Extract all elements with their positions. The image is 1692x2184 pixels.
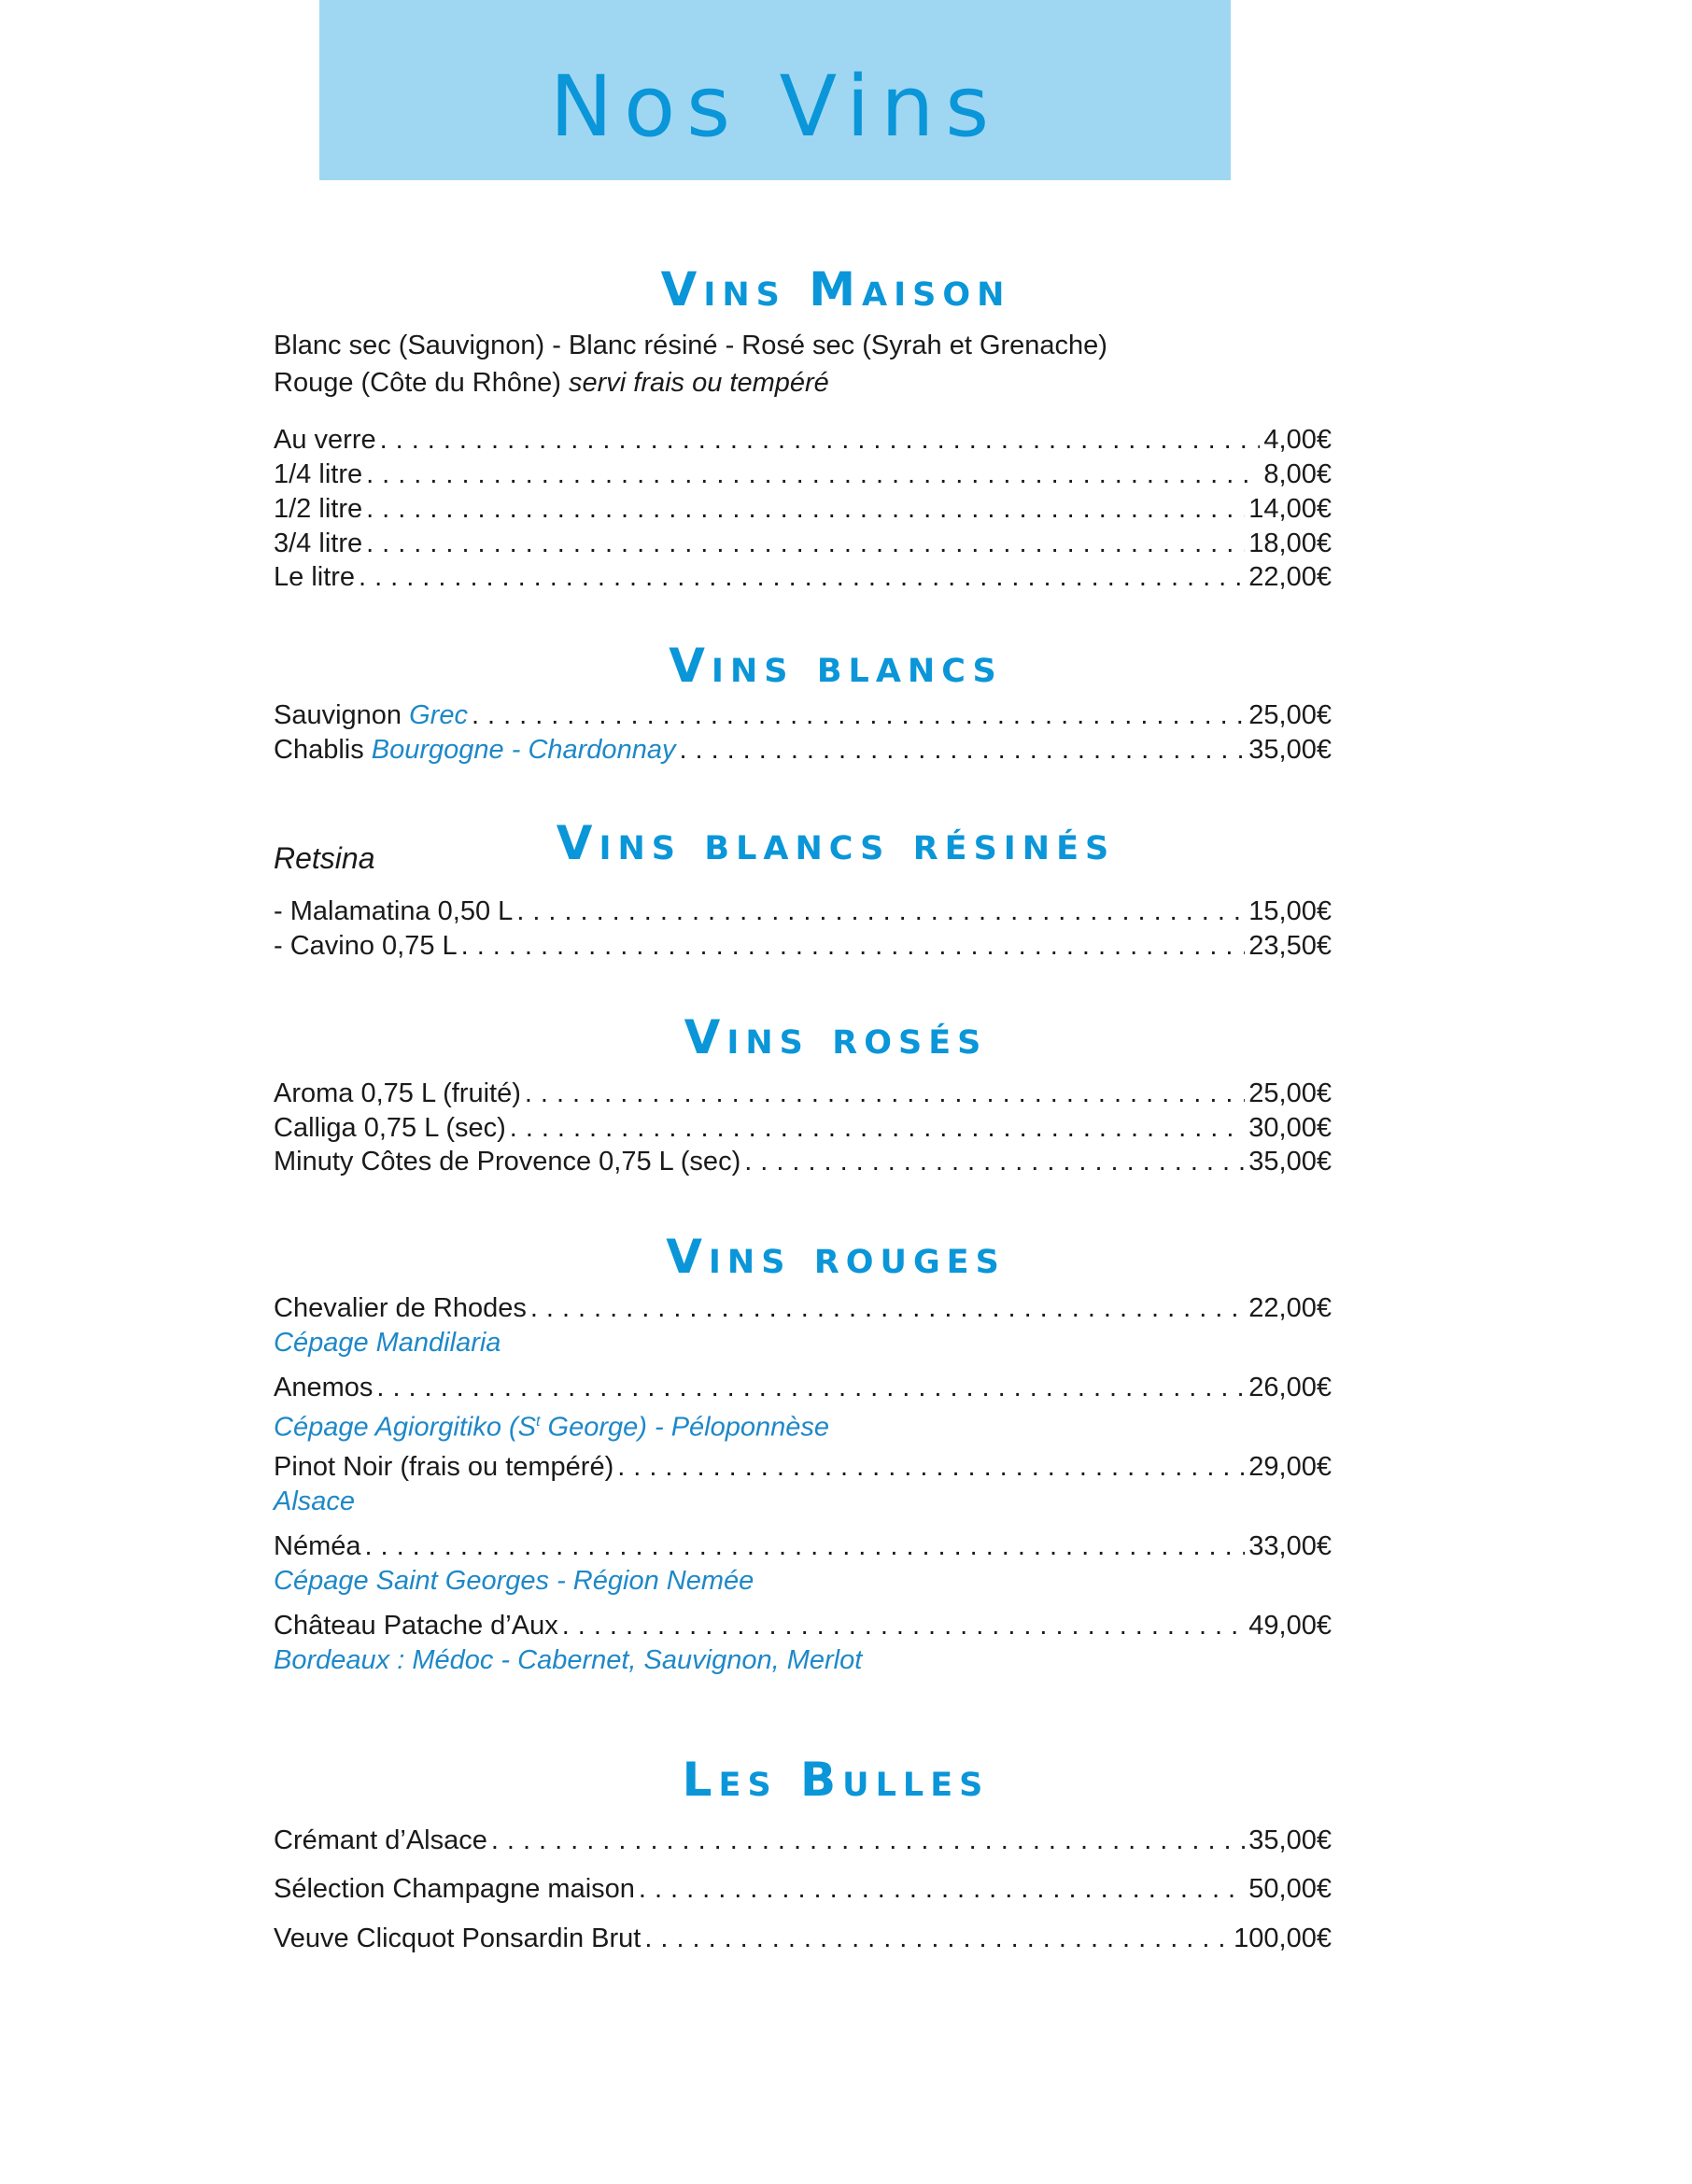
- menu-item: [274, 1371, 1332, 1404]
- section-title-resines: Vins blancs résinés: [556, 816, 1116, 870]
- leader-dots: [562, 1609, 1246, 1642]
- item-description: [274, 1405, 829, 1444]
- item-price: 100,00€: [1234, 1923, 1332, 1953]
- leader-dots: [617, 1450, 1245, 1484]
- menu-item: [274, 1529, 1332, 1563]
- item-price: 49,00€: [1248, 1611, 1332, 1641]
- menu-item: [274, 698, 1332, 732]
- menu-item: [274, 1291, 1332, 1325]
- item-name: Néméa: [274, 1531, 361, 1561]
- menu-item: [274, 1145, 1332, 1178]
- leader-dots: [380, 423, 1261, 457]
- item-name: 1/4 litre: [274, 459, 363, 489]
- item-price: 18,00€: [1248, 528, 1332, 558]
- leader-dots: [510, 1111, 1246, 1145]
- item-origin: Grec: [409, 700, 468, 730]
- leader-dots: [472, 698, 1245, 732]
- section-title-bulles: Les Bulles: [682, 1753, 990, 1807]
- item-name: Château Patache d’Aux: [274, 1611, 558, 1641]
- leader-dots: [366, 458, 1260, 491]
- section-title-maison: Vins Maison: [660, 262, 1011, 317]
- leader-dots: [366, 492, 1245, 526]
- item-name: Crémant d’Alsace: [274, 1825, 487, 1855]
- item-description: Bordeaux : Médoc - Cabernet, Sauvignon, Merlot: [274, 1645, 863, 1675]
- item-price: 25,00€: [1248, 700, 1332, 730]
- maison-intro-line-1: Blanc sec (Sauvignon) - Blanc résiné - Rosé sec (Syrah et Grenache): [274, 331, 1107, 360]
- item-price: 22,00€: [1248, 562, 1332, 592]
- item-name: Sélection Champagne maison: [274, 1874, 635, 1904]
- page-title: Nos Vins: [549, 58, 1001, 156]
- item-price: 33,00€: [1248, 1531, 1332, 1561]
- menu-item: [274, 492, 1332, 526]
- item-description: Alsace: [274, 1487, 356, 1516]
- item-price: 23,50€: [1248, 931, 1332, 961]
- leader-dots: [376, 1371, 1245, 1404]
- menu-item: [274, 1922, 1332, 1955]
- item-description: Cépage Saint Georges - Région Nemée: [274, 1566, 754, 1596]
- item-name: Chevalier de Rhodes: [274, 1293, 527, 1323]
- desc-part: George) - Péloponnèse: [540, 1412, 830, 1443]
- menu-item: [274, 1872, 1332, 1906]
- retsina-label: Retsina: [274, 841, 375, 875]
- item-description: Cépage Mandilaria: [274, 1328, 501, 1358]
- desc-part: Cépage Agiorgitiko (S: [274, 1412, 537, 1443]
- item-name: [274, 733, 675, 767]
- leader-dots: [359, 560, 1245, 594]
- menu-item: [274, 1609, 1332, 1642]
- maison-intro-italic: servi frais ou tempéré: [568, 368, 829, 398]
- leader-dots: [644, 1922, 1230, 1955]
- item-name: Calliga 0,75 L (sec): [274, 1113, 506, 1143]
- menu-item: [274, 1450, 1332, 1484]
- section-title-roses: Vins rosés: [684, 1010, 988, 1064]
- item-price: 35,00€: [1248, 1825, 1332, 1855]
- item-name: 3/4 litre: [274, 528, 363, 558]
- leader-dots: [516, 895, 1245, 928]
- item-name: 1/2 litre: [274, 494, 363, 524]
- menu-item: [274, 458, 1332, 491]
- menu-item: [274, 527, 1332, 560]
- item-price: 35,00€: [1248, 735, 1332, 765]
- item-price: 4,00€: [1263, 425, 1332, 455]
- menu-item: [274, 895, 1332, 928]
- leader-dots: [461, 929, 1246, 963]
- menu-item: [274, 1077, 1332, 1110]
- item-price: 14,00€: [1248, 494, 1332, 524]
- item-price: 35,00€: [1248, 1147, 1332, 1177]
- item-name: - Malamatina 0,50 L: [274, 896, 514, 926]
- leader-dots: [525, 1077, 1245, 1110]
- item-name: Veuve Clicquot Ponsardin Brut: [274, 1923, 642, 1953]
- section-title-blancs: Vins blancs: [669, 639, 1003, 693]
- leader-dots: [491, 1824, 1245, 1857]
- menu-item: [274, 929, 1332, 963]
- item-price: 30,00€: [1248, 1113, 1332, 1143]
- maison-intro-line-2: [274, 366, 829, 400]
- item-origin: Bourgogne - Chardonnay: [371, 735, 676, 765]
- menu-item: [274, 1111, 1332, 1145]
- item-price: 29,00€: [1248, 1452, 1332, 1482]
- item-price: 26,00€: [1248, 1373, 1332, 1402]
- item-price: 22,00€: [1248, 1293, 1332, 1323]
- leader-dots: [365, 1529, 1246, 1563]
- item-name-main: Chablis: [274, 735, 372, 765]
- menu-item: [274, 560, 1332, 594]
- menu-item: [274, 423, 1332, 457]
- item-name-main: Sauvignon: [274, 700, 410, 730]
- leader-dots: [366, 527, 1245, 560]
- item-name: Au verre: [274, 425, 376, 455]
- item-name: Minuty Côtes de Provence 0,75 L (sec): [274, 1147, 741, 1177]
- section-title-rouges: Vins rouges: [666, 1230, 1006, 1284]
- menu-item: [274, 1824, 1332, 1857]
- item-name: [274, 698, 468, 732]
- leader-dots: [679, 733, 1245, 767]
- maison-intro-main: Rouge (Côte du Rhône): [274, 368, 569, 398]
- leader-dots: [744, 1145, 1245, 1178]
- desc-superscript: t: [536, 1414, 541, 1430]
- menu-item: [274, 733, 1332, 767]
- item-price: 15,00€: [1248, 896, 1332, 926]
- item-name: Pinot Noir (frais ou tempéré): [274, 1452, 614, 1482]
- item-name: Le litre: [274, 562, 356, 592]
- item-name: Anemos: [274, 1373, 374, 1402]
- item-name: - Cavino 0,75 L: [274, 931, 458, 961]
- item-price: 25,00€: [1248, 1078, 1332, 1108]
- leader-dots: [530, 1291, 1245, 1325]
- item-name: Aroma 0,75 L (fruité): [274, 1078, 521, 1108]
- leader-dots: [639, 1872, 1245, 1906]
- item-price: 8,00€: [1263, 459, 1332, 489]
- item-price: 50,00€: [1248, 1874, 1332, 1904]
